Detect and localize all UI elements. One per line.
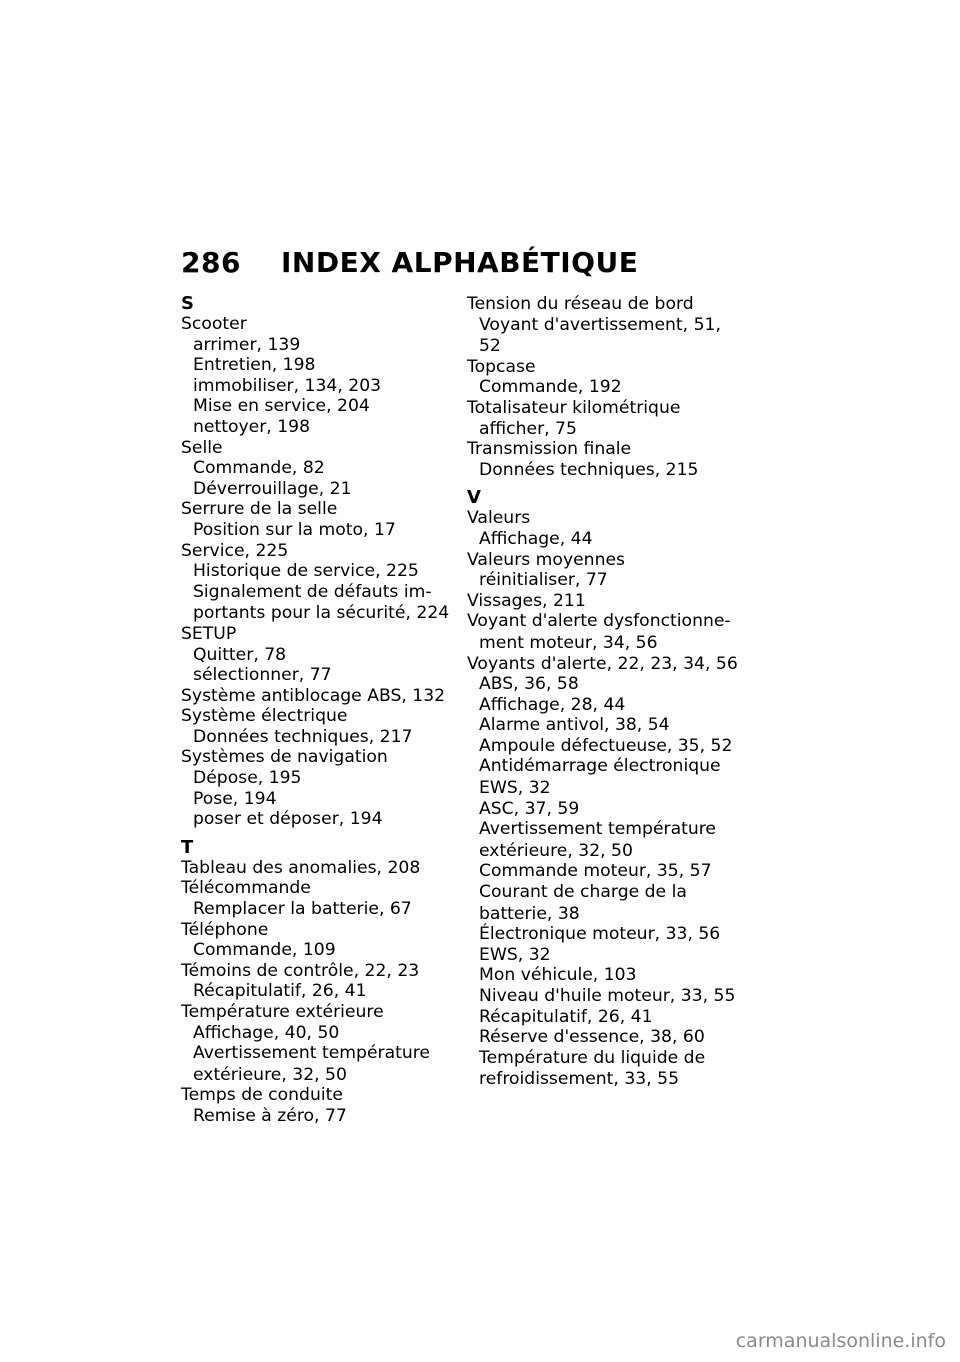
index-subentry-continuation: ment moteur, 34, 56 <box>479 632 658 653</box>
index-subentry: Données techniques, 217 <box>193 726 413 747</box>
index-subentry-continuation: 52 <box>479 336 501 357</box>
index-section-letter: V <box>467 487 481 509</box>
index-entry: Voyants d'alerte, 22, 23, 34, 56 <box>467 653 738 674</box>
index-entry: Température extérieure <box>181 1002 384 1022</box>
index-subentry-continuation: batterie, 38 <box>479 903 580 924</box>
index-entry: Service, 225 <box>181 540 289 561</box>
index-section-letter: S <box>181 293 194 314</box>
index-subentry: arrimer, 139 <box>193 334 301 355</box>
index-subentry: Affichage, 44 <box>479 528 593 549</box>
index-entry: Téléphone <box>181 919 269 940</box>
index-subentry: EWS, 32 <box>479 944 551 965</box>
index-subentry: nettoyer, 198 <box>193 416 311 437</box>
index-subentry: Quitter, 78 <box>193 644 287 665</box>
index-subentry: Récapitulatif, 26, 41 <box>479 1006 653 1027</box>
index-entry: Système électrique <box>181 706 348 727</box>
index-subentry: Remise à zéro, 77 <box>193 1105 347 1126</box>
index-subentry: Affichage, 40, 50 <box>193 1022 340 1043</box>
index-column-left <box>181 294 461 1127</box>
index-subentry-continuation: EWS, 32 <box>479 778 551 799</box>
index-subentry: Signalement de défauts im- <box>193 581 432 602</box>
index-subentry: Récapitulatif, 26, 41 <box>193 981 367 1002</box>
index-entry: Topcase <box>467 356 536 377</box>
index-subentry-continuation: refroidissement, 33, 55 <box>479 1069 680 1090</box>
index-subentry-continuation: extérieure, 32, 50 <box>193 1064 347 1085</box>
index-entry: Voyant d'alerte dysfonctionne- <box>467 611 731 632</box>
index-entry: Totalisateur kilométrique <box>467 397 681 418</box>
index-subentry: Déverrouillage, 21 <box>193 478 352 499</box>
index-entry: Transmission finale <box>467 439 632 460</box>
index-entry: Systèmes de navigation <box>181 747 388 768</box>
index-subentry: Affichage, 28, 44 <box>479 694 626 715</box>
index-entry: Tableau des anomalies, 208 <box>181 857 421 878</box>
index-subentry: poser et déposer, 194 <box>193 809 383 830</box>
index-subentry: Position sur la moto, 17 <box>193 519 396 540</box>
index-subentry: réinitialiser, 77 <box>479 570 608 591</box>
index-entry: Valeurs moyennes <box>467 549 626 570</box>
index-entry: Selle <box>181 437 223 458</box>
index-entry: Vissages, 211 <box>467 590 586 611</box>
index-subentry: sélectionner, 77 <box>193 665 332 686</box>
index-subentry: Remplacer la batterie, 67 <box>193 899 412 920</box>
index-entry: Valeurs <box>467 508 531 529</box>
index-subentry: Antidémarrage électronique <box>479 756 721 777</box>
index-subentry: Pose, 194 <box>193 788 277 809</box>
index-subentry: Électronique moteur, 33, 56 <box>479 924 721 945</box>
index-section-letter: T <box>181 836 194 858</box>
index-entry: Système antiblocage ABS, 132 <box>181 685 446 706</box>
index-subentry: Température du liquide de <box>479 1047 706 1068</box>
index-subentry: Mise en service, 204 <box>193 396 370 417</box>
index-subentry: ASC, 37, 59 <box>479 798 580 819</box>
index-subentry-continuation: extérieure, 32, 50 <box>479 840 633 861</box>
index-entry: Serrure de la selle <box>181 499 338 520</box>
index-subentry: Ampoule défectueuse, 35, 52 <box>479 735 733 756</box>
index-subentry: Voyant d'avertissement, 51, <box>479 314 721 335</box>
index-entry: Scooter <box>181 314 247 334</box>
index-entry: Temps de conduite <box>181 1085 343 1106</box>
index-subentry: Entretien, 198 <box>193 355 316 376</box>
index-subentry-continuation: portants pour la sécurité, 224 <box>193 603 450 624</box>
index-entry: Témoins de contrôle, 22, 23 <box>181 960 420 981</box>
index-subentry: Commande, 82 <box>193 458 325 479</box>
index-subentry: Avertissement température <box>479 819 717 840</box>
index-subentry: Historique de service, 225 <box>193 561 419 582</box>
index-subentry: Niveau d'huile moteur, 33, 55 <box>479 986 736 1006</box>
index-subentry: Commande moteur, 35, 57 <box>479 861 712 882</box>
index-subentry: Dépose, 195 <box>193 768 302 789</box>
page-title: INDEX ALPHABÉTIQUE <box>281 246 639 279</box>
index-subentry: ABS, 36, 58 <box>479 674 579 695</box>
index-subentry: immobiliser, 134, 203 <box>193 375 382 396</box>
watermark: carmanualsonline.info <box>735 1330 946 1352</box>
index-subentry: Alarme antivol, 38, 54 <box>479 715 670 736</box>
index-subentry: afficher, 75 <box>479 418 577 439</box>
page-header <box>181 246 638 279</box>
index-subentry: Commande, 192 <box>479 377 622 398</box>
index-subentry: Courant de charge de la <box>479 882 687 903</box>
index-subentry: Commande, 109 <box>193 940 336 961</box>
index-subentry: Avertissement température <box>193 1043 431 1064</box>
index-subentry: Mon véhicule, 103 <box>479 965 637 986</box>
index-entry: Tension du réseau de bord <box>467 294 694 314</box>
index-entry: Télécommande <box>181 878 311 899</box>
page-number: 286 <box>181 246 241 279</box>
index-column-right <box>467 294 747 1090</box>
index-subentry: Données techniques, 215 <box>479 459 699 480</box>
index-subentry: Réserve d'essence, 38, 60 <box>479 1027 705 1048</box>
index-entry: SETUP <box>181 623 237 644</box>
